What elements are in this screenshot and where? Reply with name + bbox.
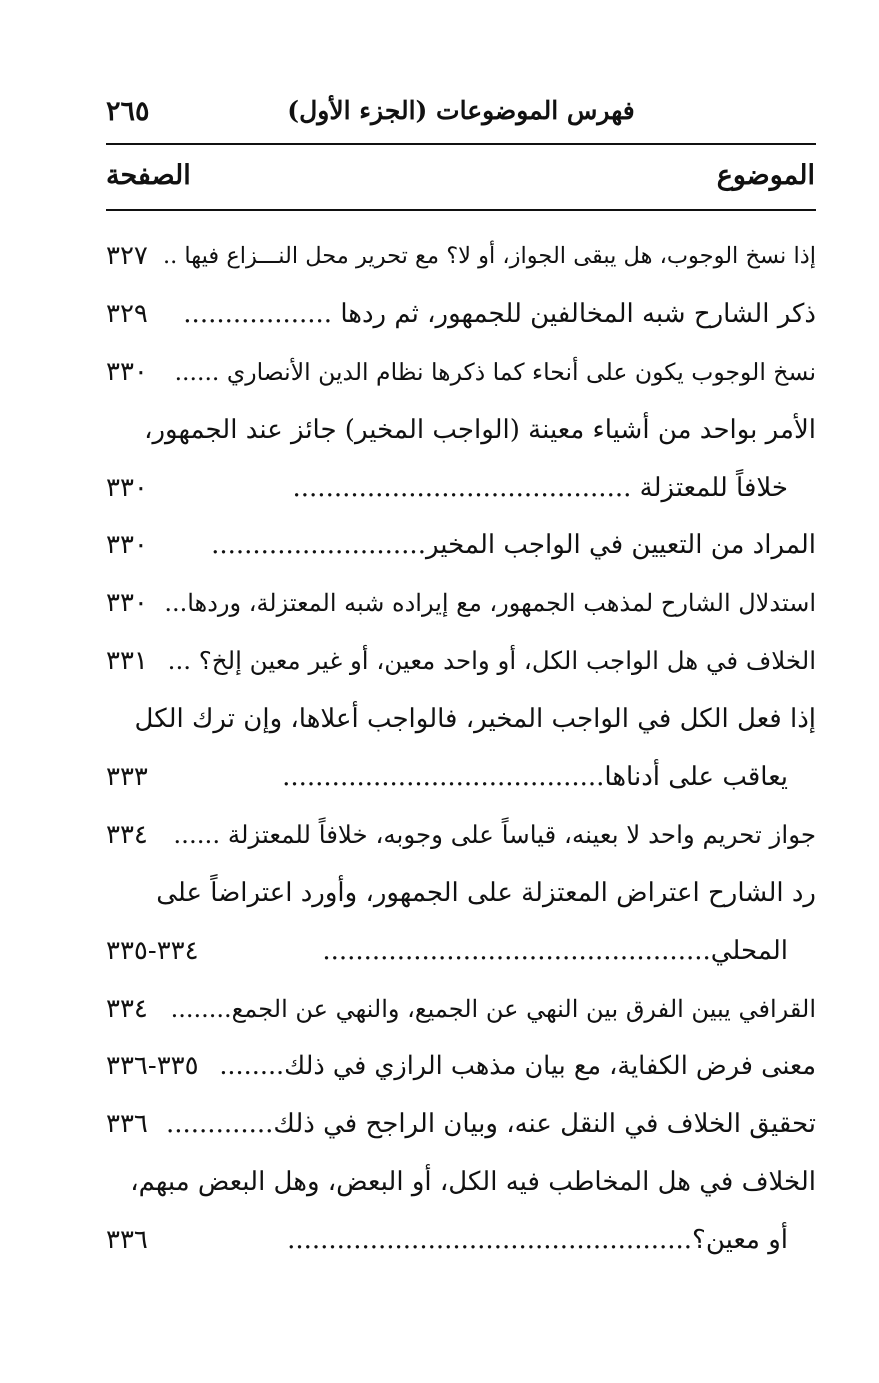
entry-page: ٣٢٧ <box>106 241 148 271</box>
entry-page: ٣٣٠ <box>106 356 148 387</box>
entry-page: ٣٣٥-٣٣٦ <box>106 1051 199 1082</box>
entry-page: ٣٢٩ <box>106 298 148 329</box>
entry-page: ٣٣٦ <box>106 1225 148 1256</box>
index-entry-continuation <box>106 923 816 981</box>
index-entry <box>106 691 816 749</box>
entry-page: ٣٣٤ <box>106 819 148 850</box>
index-entry <box>106 633 816 691</box>
entry-text: استدلال الشارح لمذهب الجمهور، مع إيراده شبه المعتزلة، وردها... <box>164 589 816 618</box>
entry-text: يعاقب على أدناها....................................... <box>282 762 788 793</box>
entry-text: جواز تحريم واحد لا بعينه، قياساً على وجوبه، خلافاً للمعتزلة ...... <box>173 819 816 849</box>
header-rule <box>106 143 816 145</box>
entry-page: ٣٣٤-٣٣٥ <box>106 935 199 966</box>
entry-text: معنى فرض الكفاية، مع بيان مذهب الرازي في ذلك........ <box>219 1051 816 1082</box>
index-entry <box>106 1038 816 1096</box>
entry-text: ذكر الشارح شبه المخالفين للجمهور، ثم ردها .................. <box>183 298 816 329</box>
entry-text: الأمر بواحد من أشياء معينة (الواجب المخير) جائز عند الجمهور، <box>144 414 816 445</box>
index-entry <box>106 1154 816 1212</box>
entry-page: ٣٣١ <box>106 646 148 677</box>
index-entry <box>106 286 816 344</box>
index-entry <box>106 517 816 575</box>
index-entry <box>106 344 816 402</box>
index-entry <box>106 228 816 286</box>
page-number: ٢٦٥ <box>106 96 150 127</box>
entry-text: إذا نسخ الوجوب، هل يبقى الجواز، أو لا؟ مع تحرير محل النـــزاع فيها .. <box>162 243 816 269</box>
column-heading-rule <box>106 209 816 211</box>
entry-text: إذا فعل الكل في الواجب المخير، فالواجب أعلاها، وإن ترك الكل <box>134 704 816 735</box>
entry-page: ٣٣٠ <box>106 588 148 619</box>
page-column-heading: الصفحة <box>106 160 191 191</box>
entry-text: رد الشارح اعتراض المعتزلة على الجمهور، وأورد اعتراضاً على <box>156 877 816 908</box>
page-header <box>106 96 816 140</box>
entry-page: ٣٣٤ <box>106 993 148 1024</box>
entry-text: المحلي............................................... <box>322 935 788 966</box>
index-entry <box>106 981 816 1039</box>
entry-text: خلافاً للمعتزلة ......................................... <box>292 472 788 503</box>
entry-text: الخلاف في هل المخاطب فيه الكل، أو البعض، وهل البعض مبهم، <box>130 1167 816 1198</box>
index-entries <box>106 228 816 1270</box>
index-entry-continuation <box>106 1212 816 1270</box>
index-entry <box>106 807 816 865</box>
entry-text: الخلاف في هل الواجب الكل، أو واحد معين، أو غير معين إلخ؟ ... <box>167 646 816 676</box>
index-entry <box>106 1096 816 1154</box>
entry-page: ٣٣٠ <box>106 530 148 561</box>
entry-text: نسخ الوجوب يكون على أنحاء كما ذكرها نظام الدين الأنصاري ...... <box>174 357 816 386</box>
entry-text: تحقيق الخلاف في النقل عنه، وبيان الراجح في ذلك............. <box>165 1109 816 1140</box>
index-entry-continuation <box>106 460 816 518</box>
entry-text: القرافي يبين الفرق بين النهي عن الجميع، والنهي عن الجمع........ <box>170 994 816 1023</box>
entry-page: ٣٣٣ <box>106 762 148 793</box>
entry-page: ٣٣٠ <box>106 472 148 503</box>
index-entry <box>106 402 816 460</box>
running-title: فهرس الموضوعات (الجزء الأول) <box>287 96 635 125</box>
topic-column-heading: الموضوع <box>716 160 815 191</box>
index-entry-continuation <box>106 749 816 807</box>
entry-page: ٣٣٦ <box>106 1109 148 1140</box>
entry-text: المراد من التعيين في الواجب المخير.......................... <box>211 530 816 561</box>
entry-text: أو معين؟................................................. <box>287 1225 788 1256</box>
index-entry <box>106 575 816 633</box>
index-entry <box>106 865 816 923</box>
